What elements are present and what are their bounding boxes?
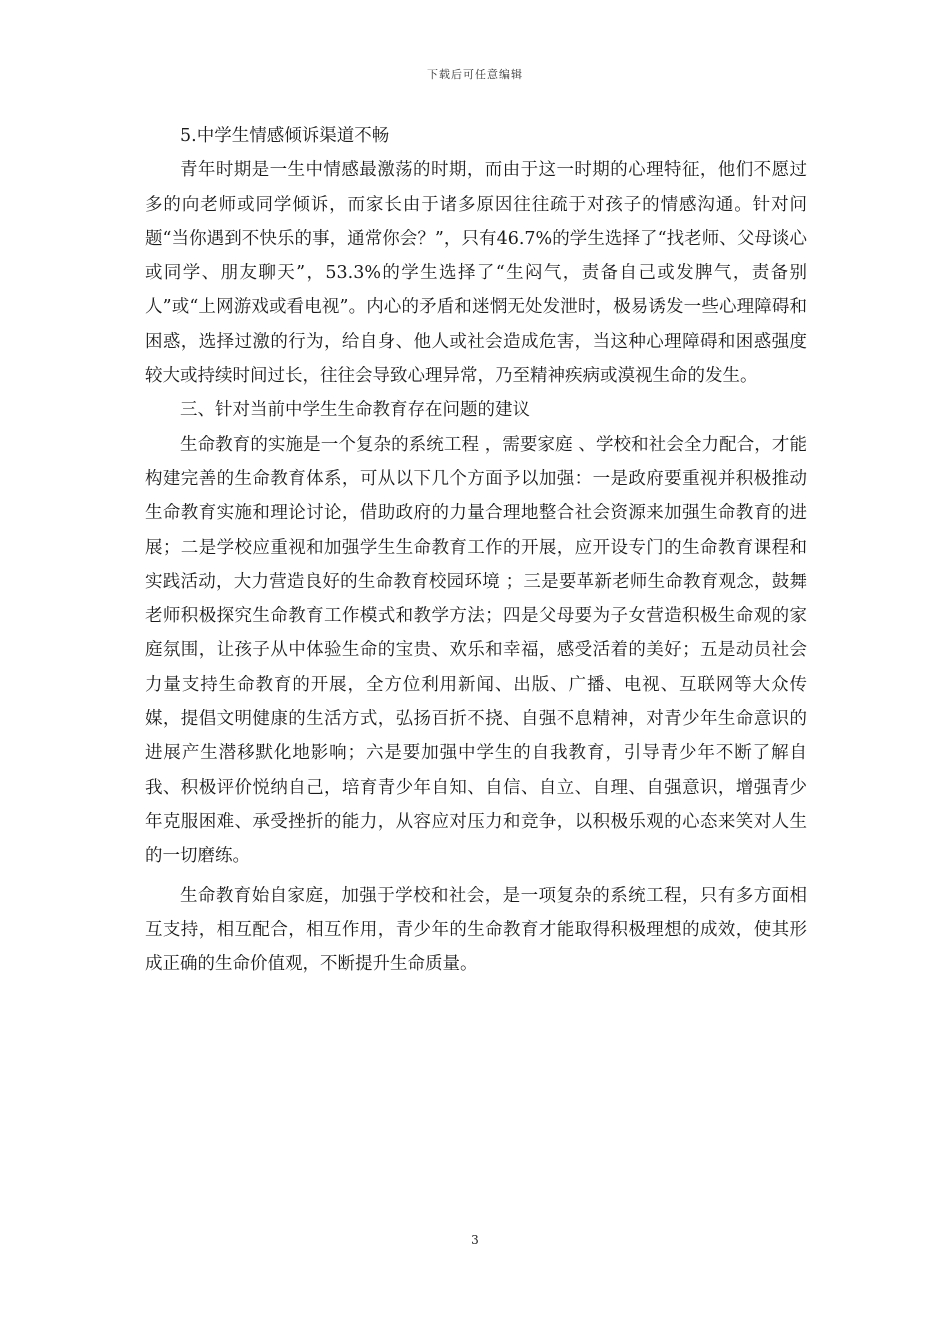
section-heading-3: 三、针对当前中学生生命教育存在问题的建议 xyxy=(180,400,530,421)
paragraph-recommendations: 生命教育的实施是一个复杂的系统工程 ，需要家庭 、学校和社会全力配合，才能构建完善的生命教育体系，可从以下几个方面予以加强：一是政府要重视并积极推动生命教育实施和理论讨论，借助政府的力量合理地整合社会资源来加强生命教育的进展；二是学校应重视和加强学生生命教育工作的开展，应开设专门的生命教育课程和实践活动，大力营造良好的生命教育校园环境 ；三是要革新老师生命教育观念，鼓舞老师积极探究生命教育工作模式和教学方法；四是父母要为子女营造积极生命观的家庭氛围，让孩子从中体验生命的宝贵、欢乐和幸福，感受活着的美好；五是动员社会力量支持生命教育的开展，全方位利用新闻、出版、广播、电视、互联网等大众传媒，提倡文明健康的生活方式，弘扬百折不挠、自强不息精神，对青少年生命意识的进展产生潜移默化地影响；六是要加强中学生的自我教育，引导青少年不断了解自我、积极评价悦纳自己，培育青少年自知、自信、自立、自理、自强意识，增强青少年克服困难、承受挫折的能力，从容应对压力和竞争，以积极乐观的心态来笑对人生的一切磨练。 xyxy=(145,434,807,867)
document-body xyxy=(145,119,807,981)
paragraph-emotional-outlet: 青年时期是一生中情感最激荡的时期，而由于这一时期的心理特征，他们不愿过多的向老师或同学倾诉，而家长由于诸多原因往往疏于对孩子的情感沟通。针对问题“当你遇到不快乐的事，通常你会？”，只有46.7%的学生选择了“找老师、父母谈心或同学、朋友聊天”，53.3%的学生选择了“生闷气，责备自己或发脾气，责备别人”或“上网游戏或看电视”。内心的矛盾和迷惘无处发泄时，极易诱发一些心理障碍和困惑，选择过激的行为，给自身、他人或社会造成危害，当这种心理障碍和困惑强度较大或持续时间过长，往往会导致心理异常，乃至精神疾病或漠视生命的发生。 xyxy=(145,160,807,387)
section-heading-5: 5.中学生情感倾诉渠道不畅 xyxy=(180,126,390,146)
paragraph-conclusion: 生命教育始自家庭，加强于学校和社会，是一项复杂的系统工程，只有多方面相互支持，相互配合，相互作用，青少年的生命教育才能取得积极理想的成效，使其形成正确的生命价值观，不断提升生命质量。 xyxy=(145,885,807,975)
page-header: 下载后可任意编辑 xyxy=(427,68,523,81)
page-number: 3 xyxy=(471,1233,479,1247)
